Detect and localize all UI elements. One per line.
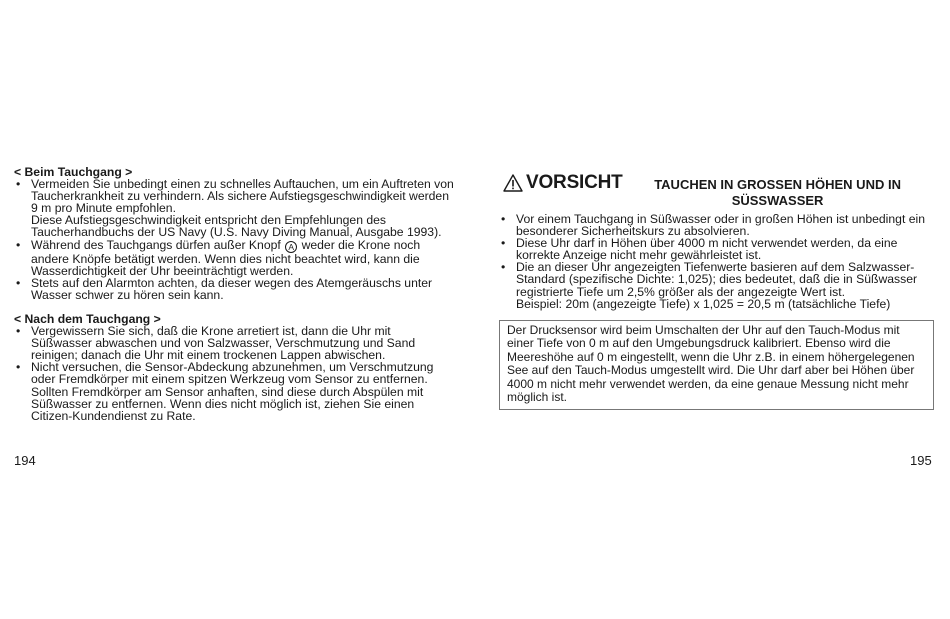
warning-triangle-icon bbox=[503, 174, 523, 192]
list-item: • Die an dieser Uhr angezeigten Tiefenwerte basieren auf dem Salzwasser-Standard (spezifische Dichte: 1,025); dies bedeutet, daß die in Süßwasser registrierte Tiefe um 2,5% größer als der angezeigte Wert ist. bbox=[499, 261, 939, 297]
button-a-symbol: A bbox=[285, 241, 297, 253]
list-item: • Vor einem Tauchgang in Süßwasser oder in großen Höhen ist unbedingt ein besonderer Sicherheitskurs zu absolvieren. bbox=[499, 213, 939, 237]
warning-title: TAUCHEN IN GROSSEN HÖHEN UND IN SÜSSWASSER bbox=[654, 177, 901, 208]
warning-header bbox=[503, 172, 939, 209]
during-dive-list bbox=[14, 178, 454, 301]
list-item-text: Während des Tauchgangs dürfen außer Knopf bbox=[31, 237, 281, 252]
example-line: Beispiel: 20m (angezeigte Tiefe) x 1,025 = 20,5 m (tatsächliche Tiefe) bbox=[516, 296, 891, 311]
list-item: • Diese Uhr darf in Höhen über 4000 m nicht verwendet werden, da eine korrekte Anzeige nicht mehr gewährleistet ist. bbox=[499, 237, 939, 261]
page-number-right: 195 bbox=[910, 453, 932, 468]
list-item bbox=[14, 239, 454, 277]
left-page bbox=[14, 166, 454, 422]
list-item: • Vermeiden Sie unbedingt einen zu schnelles Auftauchen, um ein Auftreten von Taucherkrankheit zu verhindern. Als sichere Aufstiegsgeschwindigkeit werden 9 m pro Minute empfohlen. bbox=[14, 178, 454, 214]
list-item-continuation: Diese Aufstiegsgeschwindigkeit entspricht den Empfehlungen des Taucherhandbuchs der US Navy (U.S. Navy Diving Manual, Ausgabe 1993). bbox=[31, 213, 442, 240]
section-heading-after-dive: < Nach dem Tauchgang > bbox=[14, 311, 161, 326]
list-item-text: weder die Krone noch andere Knöpfe betätigt werden. Wenn dies nicht beachtet wird, kann die Wasserdichtigkeit der Uhr beeinträchtigt werden. bbox=[31, 237, 421, 278]
right-page bbox=[499, 172, 939, 310]
warning-list bbox=[499, 213, 939, 310]
list-item: • Vergewissern Sie sich, daß die Krone arretiert ist, dann die Uhr mit Süßwasser abwaschen und von Salzwasser, Verschmutzung und Sand reinigen; danach die Uhr mit einem trockenen Lappen abwischen. bbox=[14, 325, 454, 361]
after-dive-list bbox=[14, 325, 454, 422]
list-item: • Nicht versuchen, die Sensor-Abdeckung abzunehmen, um Verschmutzung oder Fremdkörper mit einem spitzen Werkzeug vom Sensor zu entfernen. Sollten Fremdkörper am Sensor anhaften, sind diese durch Abspülen mit Süßwasser zu entfernen. Wenn dies nicht möglich ist, ziehen Sie einen Citizen-Kundendienst zu Rate. bbox=[14, 361, 454, 421]
warning-word: VORSICHT bbox=[526, 172, 623, 193]
list-item: • Stets auf den Alarmton achten, da dieser wegen des Atemgeräuschs unter Wasser schwer zu hören sein kann. bbox=[14, 277, 454, 301]
page-number-left: 194 bbox=[14, 453, 36, 468]
section-heading-during-dive: < Beim Tauchgang > bbox=[14, 165, 133, 179]
note-box: Der Drucksensor wird beim Umschalten der Uhr auf den Tauch-Modus mit einer Tiefe von 0 m auf den Umgebungsdruck kalibriert. Ebenso wird die Meereshöhe auf 0 m eingestellt, wenn die Uhr z.B. in einem höhergelegenen See auf den Tauch-Modus umgestellt wird. Die Uhr darf aber bei Höhen über 4000 m nicht mehr verwendet werden, da eine genaue Messung nicht mehr möglich ist. bbox=[499, 320, 934, 410]
